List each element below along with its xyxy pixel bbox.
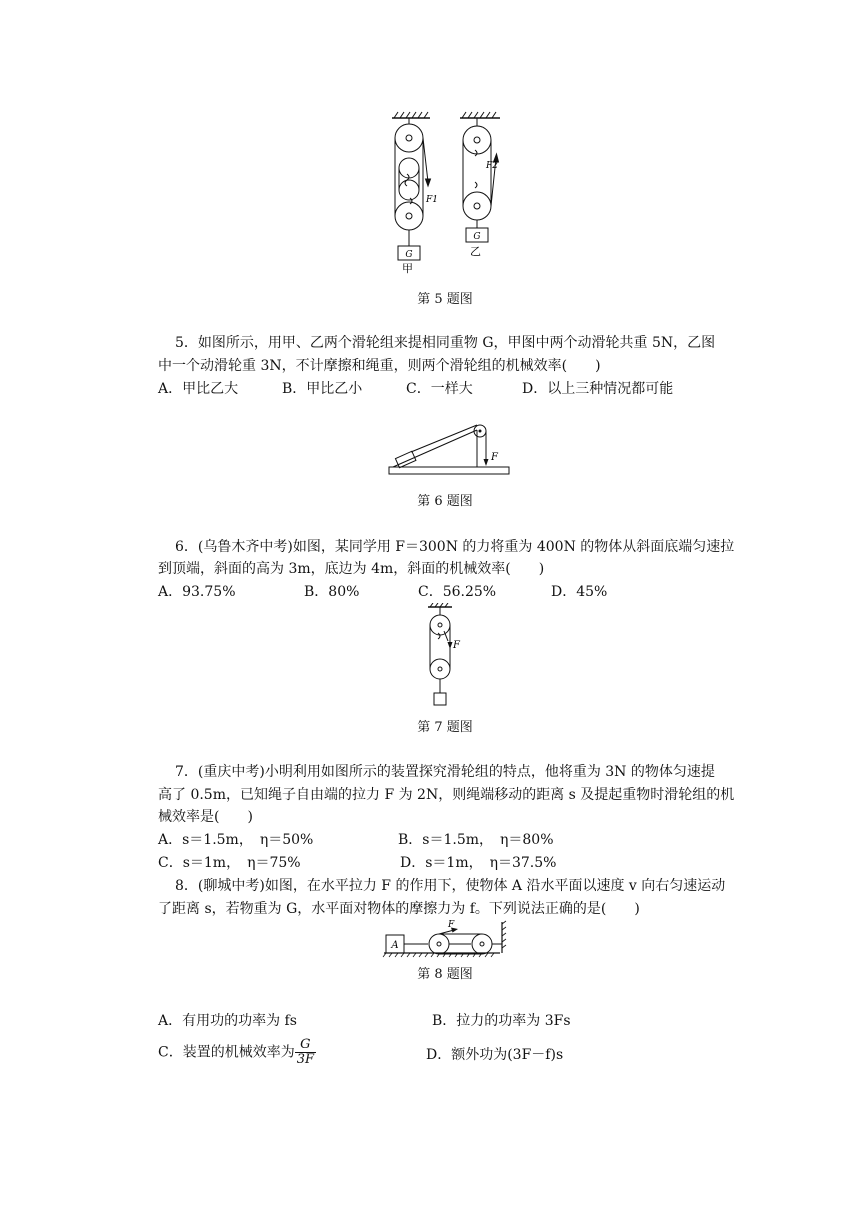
q8-line1: 8．(聊城中考)如图，在水平拉力 F 的作用下，使物体 A 沿水平面以速度 v 向右匀速运动 [175,878,726,894]
fig7-label-f: F [453,640,460,651]
figure-7-pulley [420,603,470,709]
q6-option-a: A．93.75% [158,584,236,600]
q8-option-a: A．有用功的功率为 fs [158,1013,297,1029]
figure-8-horizontal-pulley [382,920,514,960]
q7-option-c: C．s＝1m， η＝75% [158,855,301,871]
fig8-label-f: F [448,920,455,930]
q7-option-b: B．s＝1.5m， η＝80% [398,832,554,848]
fig5-label-jia: 甲 [402,262,413,275]
q8-line2: 了距离 s，若物重为 G，水平面对物体的摩擦力为 f。下列说法正确的是( ) [158,901,640,917]
q5-line2: 中一个动滑轮重 3N，不计摩擦和绳重，则两个滑轮组的机械效率( ) [158,358,601,374]
figure-8-caption: 第 8 题图 [417,967,473,982]
q5-option-c: C．一样大 [406,381,473,397]
q6-option-c: C．56.25% [418,584,497,600]
q7-line3: 械效率是( ) [158,809,253,825]
q6-option-d: D．45% [551,584,608,600]
q5-line1: 5．如图所示，用甲、乙两个滑轮组来提相同重物 G，甲图中两个动滑轮共重 5N，乙图 [175,335,716,351]
fig5-label-f1: F1 [426,195,438,205]
q8-option-c [158,1038,316,1067]
fig5-label-g2: G [473,232,481,242]
q5-option-a: A．甲比乙大 [158,381,239,397]
q6-line2: 到顶端，斜面的高为 3m，底边为 4m，斜面的机械效率( ) [158,561,545,577]
fig5-label-yi: 乙 [470,245,481,258]
q8-option-b: B．拉力的功率为 3Fs [432,1013,571,1029]
q8-option-c-prefix: C．装置的机械效率为 [158,1044,295,1061]
q8-option-d: D．额外功为(3F－f)s [426,1047,564,1063]
q8-option-c-numerator: G [295,1038,316,1053]
q7-line2: 高了 0.5m，已知绳子自由端的拉力 F 为 2N，则绳端移动的距离 s 及提起重物时滑轮组的机 [158,787,735,803]
q5-option-b: B．甲比乙小 [282,381,363,397]
fig5-label-g1: G [405,250,413,260]
figure-7-caption: 第 7 题图 [417,720,473,735]
q8-option-c-denominator: 3F [296,1052,315,1067]
q7-option-d: D．s＝1m， η＝37.5% [400,855,557,871]
figure-5-pulley-systems [380,110,510,280]
q6-option-b: B．80% [304,584,360,600]
fig8-label-a: A [391,940,399,951]
q7-option-a: A．s＝1.5m， η＝50% [158,832,314,848]
fig5-label-f2: F2 [486,161,498,171]
figure-6-incline [385,420,515,482]
q7-line1: 7．(重庆中考)小明利用如图所示的装置探究滑轮组的特点，他将重为 3N 的物体匀速提 [175,764,715,780]
q5-option-d: D．以上三种情况都可能 [522,381,674,397]
figure-6-caption: 第 6 题图 [417,494,473,509]
q8-option-c-fraction [295,1038,316,1067]
figure-5-caption: 第 5 题图 [417,292,473,307]
q6-line1: 6．(乌鲁木齐中考)如图，某同学用 F＝300N 的力将重为 400N 的物体从斜面底端匀速拉 [175,539,735,555]
fig6-label-f: F [491,452,498,463]
